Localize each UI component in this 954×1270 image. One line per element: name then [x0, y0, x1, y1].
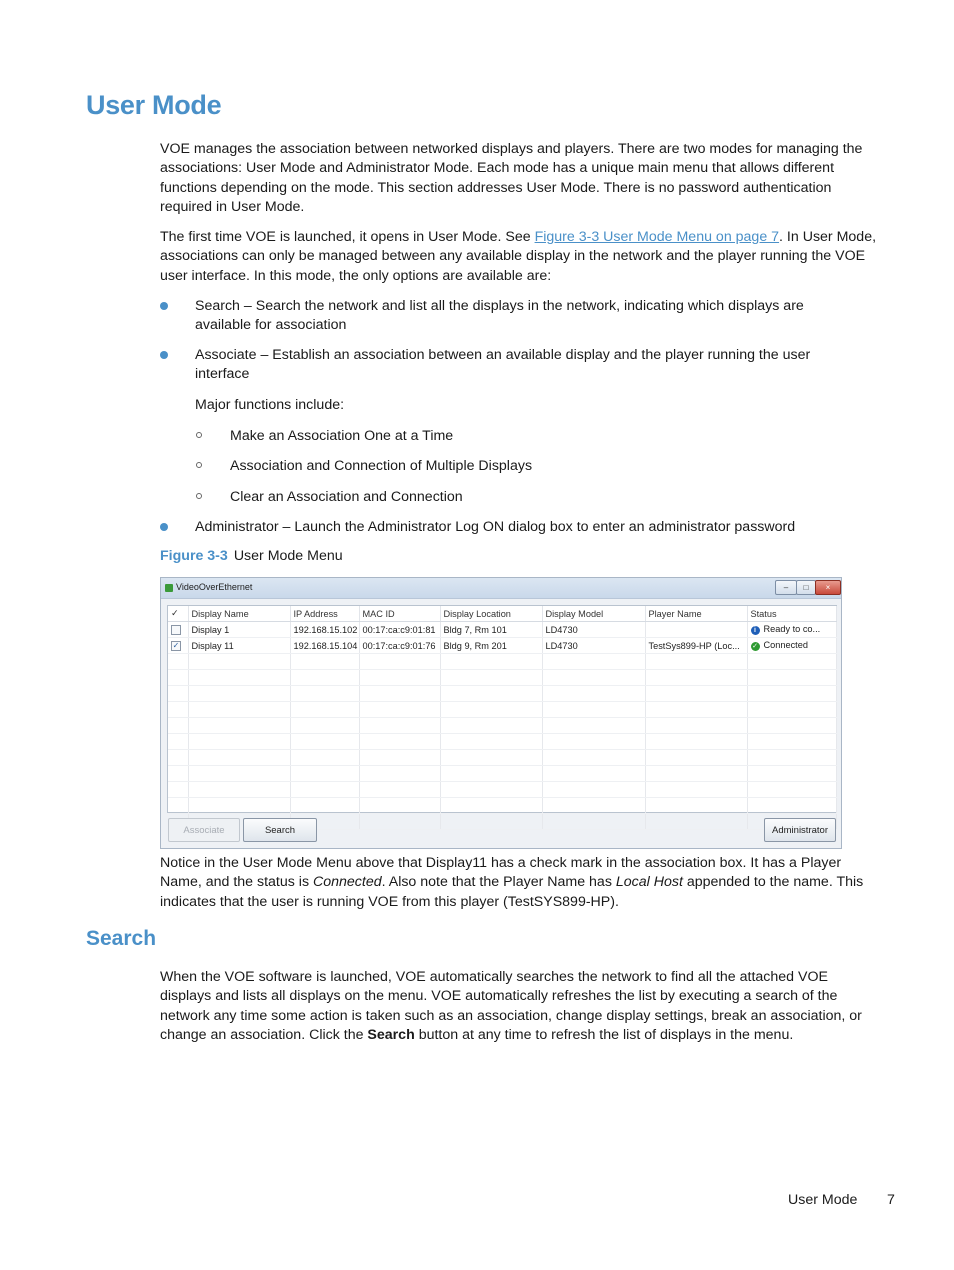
sub-bullet-icon	[196, 462, 202, 468]
cell-display-name: Display 1	[188, 622, 290, 638]
table-header-row	[168, 606, 836, 622]
administrator-button[interactable]: Administrator	[764, 818, 836, 842]
window-title: VideoOverEthernet	[176, 582, 253, 592]
cell-player-name: TestSys899-HP (Loc...	[645, 638, 747, 654]
bullet-search: Search – Search the network and list all the displays in the network, indicating which displays are available for association	[195, 298, 804, 334]
page-title: User Mode	[86, 90, 222, 120]
col-header-status[interactable]: Status	[747, 606, 836, 622]
notice-em-local-host: Local Host	[615, 874, 683, 891]
col-header-ip-address[interactable]: IP Address	[290, 606, 359, 622]
col-header-check[interactable]: ✓	[168, 606, 188, 622]
cell-display-name: Display 11	[188, 638, 290, 654]
col-header-display-location[interactable]: Display Location	[440, 606, 542, 622]
bullet-associate: Associate – Establish an association between an available display and the player running the user interface	[195, 347, 811, 383]
figure-caption-text: User Mode Menu	[233, 548, 343, 564]
maximize-button[interactable]: □	[796, 580, 816, 595]
first-launch-paragraph	[160, 228, 880, 286]
cell-display-model: LD4730	[542, 638, 645, 654]
sub-bullet-icon	[196, 493, 202, 499]
footer-section-name: User Mode	[788, 1192, 858, 1208]
table-row-empty	[168, 718, 836, 734]
sub-bullet-one-at-a-time: Make an Association One at a Time	[230, 428, 454, 444]
notice-paragraph	[160, 854, 880, 912]
cell-display-location: Bldg 7, Rm 101	[440, 622, 542, 638]
col-header-display-name[interactable]: Display Name	[188, 606, 290, 622]
table-row-empty	[168, 686, 836, 702]
bullet-icon	[160, 351, 168, 359]
table-row[interactable]	[168, 622, 836, 638]
footer-page-number: 7	[887, 1192, 895, 1208]
cell-ip-address: 192.168.15.102	[290, 622, 359, 638]
cell-player-name	[645, 622, 747, 638]
cell-mac-id: 00:17:ca:c9:01:76	[359, 638, 440, 654]
cell-display-model: LD4730	[542, 622, 645, 638]
voe-window-screenshot	[160, 577, 842, 849]
col-header-player-name[interactable]: Player Name	[645, 606, 747, 622]
section-title-search: Search	[86, 927, 157, 950]
table-row-empty	[168, 734, 836, 750]
check-circle-icon: ✓	[752, 642, 758, 650]
figure-caption	[160, 547, 343, 566]
associate-button[interactable]: Associate	[168, 818, 240, 842]
sub-bullet-clear: Clear an Association and Connection	[230, 489, 463, 505]
search-paragraph	[160, 968, 880, 1045]
figure-link[interactable]: Figure 3-3 User Mode Menu on page 7	[534, 229, 780, 245]
first-launch-text-after: . In User Mode, associations can only be managed between any available display in the network and the player running the VOE user interface. In this mode, the only options are available are:	[160, 229, 877, 284]
search-text-bold: Search	[367, 1026, 415, 1043]
intro-paragraph: VOE manages the association between networked displays and players. There are two modes for managing the associations: User Mode and Administrator Mode. Each mode has a unique main menu that allows different functions depending on the mode. This section addresses User Mode. There is no password authentication required in User Mode.	[160, 141, 863, 215]
notice-em-connected: Connected	[313, 874, 382, 891]
status-text: Ready to co...	[763, 624, 821, 635]
info-icon: i	[751, 626, 760, 635]
display-table	[168, 606, 837, 830]
table-row-empty	[168, 766, 836, 782]
major-functions-label: Major functions include:	[195, 397, 345, 413]
table-row-empty	[168, 750, 836, 766]
association-checkbox[interactable]: ✓	[172, 640, 180, 650]
window-titlebar	[161, 578, 841, 599]
col-header-mac-id[interactable]: MAC ID	[359, 606, 440, 622]
cell-status	[747, 638, 836, 654]
search-button[interactable]: Search	[243, 818, 317, 842]
association-checkbox[interactable]	[171, 625, 181, 635]
app-icon	[165, 584, 173, 592]
status-text: Connected	[763, 640, 808, 651]
cell-mac-id: 00:17:ca:c9:01:81	[359, 622, 440, 638]
cell-ip-address: 192.168.15.104	[290, 638, 359, 654]
sub-bullet-multiple: Association and Connection of Multiple Displays	[230, 458, 533, 474]
table-row[interactable]	[168, 638, 836, 654]
search-text-after: button at any time to refresh the list of displays in the menu.	[414, 1026, 794, 1043]
table-row-empty	[168, 670, 836, 686]
col-header-display-model[interactable]: Display Model	[542, 606, 645, 622]
sub-bullet-icon	[196, 432, 202, 438]
notice-text-1: Notice in the User Mode Menu above that Display11 has a check mark in the association box. It has a Player Name, and the status is	[160, 855, 842, 891]
table-row-empty	[168, 654, 836, 670]
bullet-icon	[160, 302, 168, 310]
minimize-button[interactable]: –	[775, 580, 797, 595]
table-row-empty	[168, 702, 836, 718]
notice-text-3: appended to the name. This indicates that the user is running VOE from this player (TestSYS899-HP).	[160, 874, 864, 910]
search-text-before: When the VOE software is launched, VOE automatically searches the network to find all the attached VOE displays and lists all displays on the menu. VOE automatically refreshes the list by executing a search of the network any time some action is taken such as an association, change display settings, break an association, or change an association. Click the	[160, 969, 862, 1043]
figure-number: Figure 3-3	[160, 548, 228, 564]
display-list-grid	[167, 605, 837, 813]
bullet-icon	[160, 523, 168, 531]
table-row-empty	[168, 798, 836, 814]
close-button[interactable]: ×	[815, 580, 841, 595]
notice-text-2: . Also note that the Player Name has	[381, 874, 616, 891]
bullet-administrator: Administrator – Launch the Administrator Log ON dialog box to enter an administrator password	[195, 519, 796, 535]
cell-display-location: Bldg 9, Rm 201	[440, 638, 542, 654]
cell-status	[747, 622, 836, 638]
table-row-empty	[168, 782, 836, 798]
first-launch-text-before: The first time VOE is launched, it opens in User Mode. See	[160, 229, 535, 245]
